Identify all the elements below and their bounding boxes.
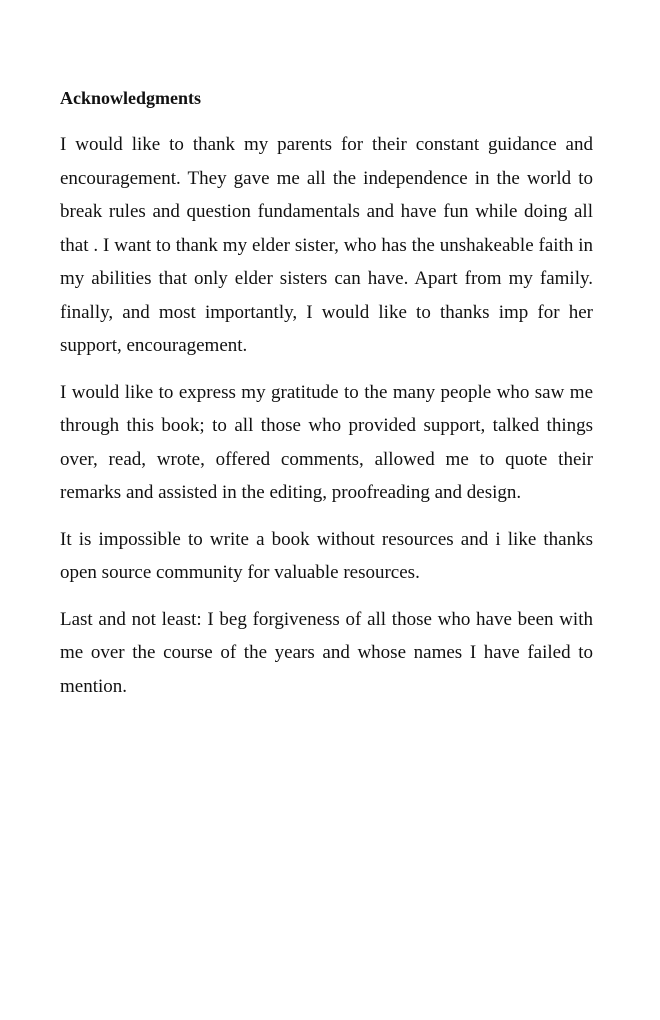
paragraph-gratitude: I would like to express my gratitude to the many people who saw me through this book; to all those who provided support, talked things over, read, wrote, offered comments, allowed me to quote their remarks and assisted in the editing, proofreading and design. [60,381,593,503]
paragraph-forgiveness: Last and not least: I beg forgiveness of all those who have been with me over the course of the years and whose names I have failed to mention. [60,608,593,697]
paragraph-resources: It is impossible to write a book without resources and i like thanks open source community for valuable resources. [60,528,593,583]
paragraph-parents: I would like to thank my parents for their constant guidance and encouragement. They gave me all the independence in the world to break rules and question fundamentals and have fun while doing all that . I want to thank my elder sister, who has the unshakeable faith in my abilities that only elder sisters can have. Apart from my family. finally, and most importantly, I would like to thanks imp for her support, encouragement. [60,134,593,356]
page-title: Acknowledgments [60,88,202,108]
document-page [60,86,593,716]
